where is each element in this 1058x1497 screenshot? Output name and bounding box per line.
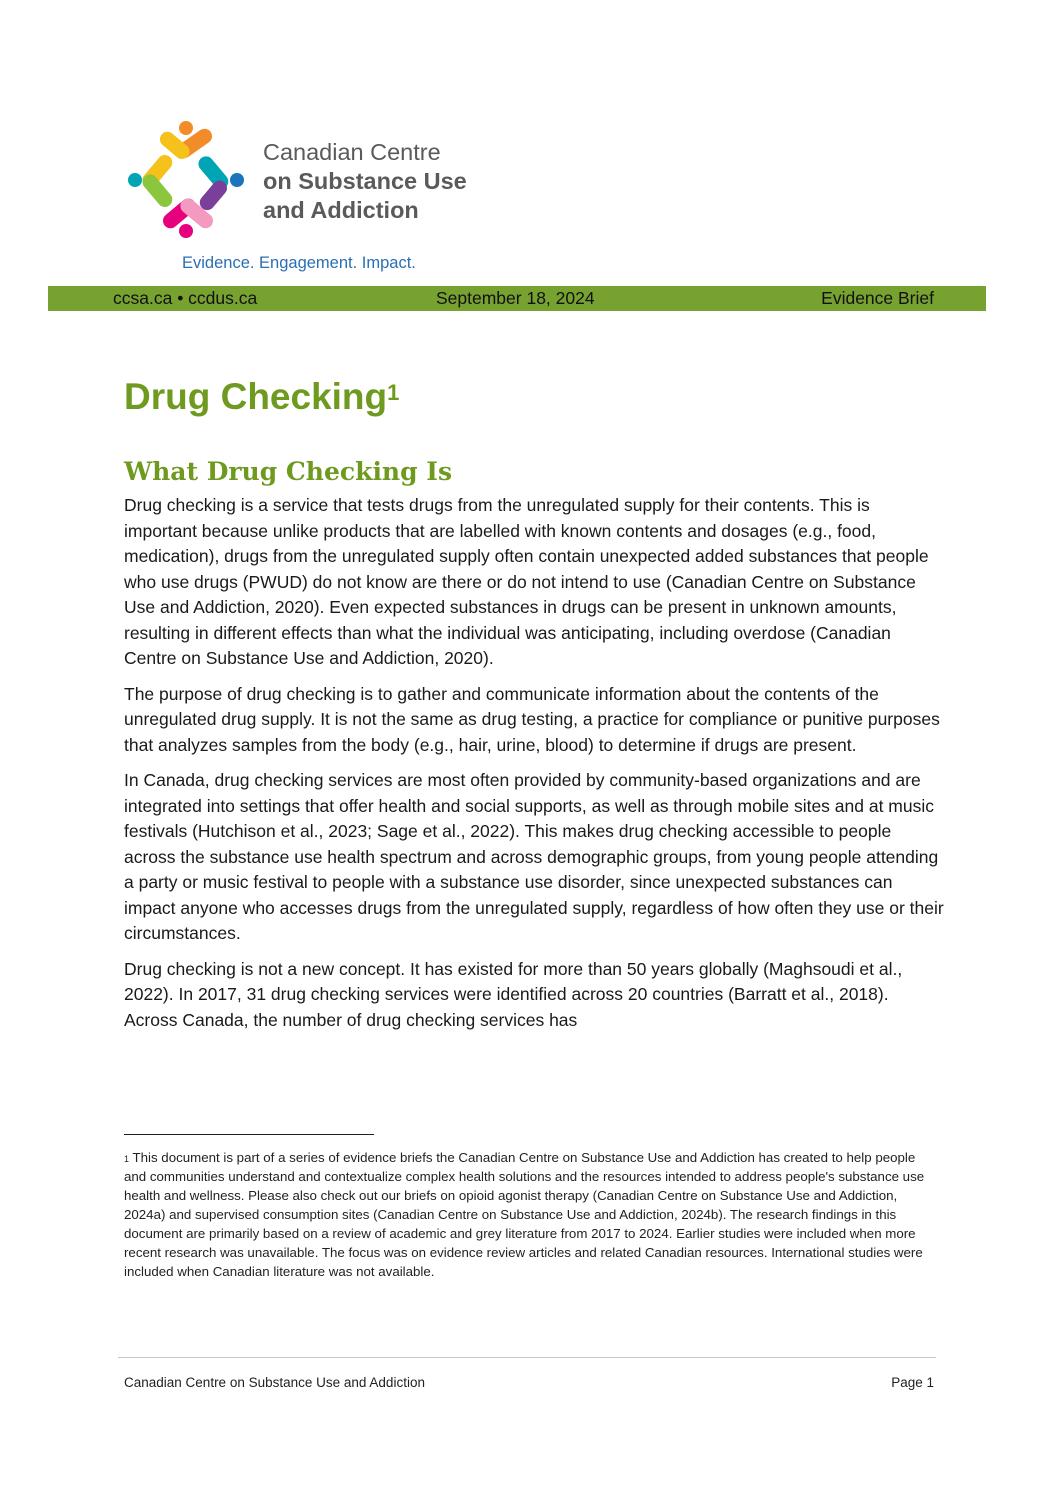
paragraph: The purpose of drug checking is to gather and communicate information about the contents of the unregulated drug supply. It is not the same as drug testing, a practice for compliance or punitive purposes that analyzes samples from the body (e.g., hair, urine, blood) to determine if drugs are present. [124,683,940,755]
ccsa-logo-icon [124,118,248,242]
document-title [124,376,399,418]
footnote-separator [124,1134,374,1135]
footer-org: Canadian Centre on Substance Use and Addiction [124,1375,425,1390]
section-heading: What Drug Checking Is [124,457,453,486]
org-name-line2: on Substance Use [263,168,467,194]
footnote [124,1148,938,1281]
body-text [124,493,944,1043]
org-name-line3: and Addiction [263,197,419,223]
title-text: Drug Checking [124,376,388,417]
footer-page-number: Page 1 [891,1375,934,1390]
footnote-text: This document is part of a series of evidence briefs the Canadian Centre on Substance Use and Addiction has created to help people and communities understand and contextualize complex health solutions and the resources intended to address people's substance use health and wellness. Please also check out our briefs on opioid agonist therapy (Canadian Centre on Substance Use and Addiction, 2024a) and supervised consumption sites (Canadian Centre on Substance Use and Addiction, 2024b). The research findings in this document are primarily based on a review of academic and grey literature from 2017 to 2024. Earlier studies were included when more recent research was unavailable. The focus was on evidence review articles and related Canadian resources. International studies were included when Canadian literature was not available. [124,1150,925,1279]
paragraph: In Canada, drug checking services are most often provided by community-based organizations and are integrated into settings that offer health and social supports, as well as through mobile sites and at music festivals (Hutchison et al., 2023; Sage et al., 2022). This makes drug checking accessible to people across the substance use health spectrum and across demographic groups, from young people attending a party or music festival to people with a substance use disorder, since unexpected substances can impact anyone who accesses drugs from the unregulated supply, regardless of how often they use or their circumstances. [124,770,944,943]
header-logo-block [124,118,544,278]
band-document-type: Evidence Brief [821,288,934,308]
header-band [48,286,986,311]
tagline: Evidence. Engagement. Impact. [182,254,416,272]
footer-rule [118,1357,936,1358]
footnote-marker: 1 [124,1154,130,1164]
band-website: ccsa.ca • ccdus.ca [113,288,258,308]
band-date: September 18, 2024 [436,288,595,308]
org-name [263,138,467,225]
title-footnote-marker: 1 [387,380,400,405]
org-name-line1: Canadian Centre [263,139,441,165]
paragraph: Drug checking is a service that tests drugs from the unregulated supply for their contents. This is important because unlike products that are labelled with known contents and dosages (e.g., food, medication), drugs from the unregulated supply often contain unexpected added substances that people who use drugs (PWUD) do not know are there or do not intend to use (Canadian Centre on Substance Use and Addiction, 2020). Even expected substances in drugs can be present in unknown amounts, resulting in different effects than what the individual was anticipating, including overdose (Canadian Centre on Substance Use and Addiction, 2020). [124,495,929,668]
paragraph: Drug checking is not a new concept. It has existed for more than 50 years globally (Maghsoudi et al., 2022). In 2017, 31 drug checking services were identified across 20 countries (Barratt et al., 2018). Across Canada, the number of drug checking services has [124,958,903,1030]
